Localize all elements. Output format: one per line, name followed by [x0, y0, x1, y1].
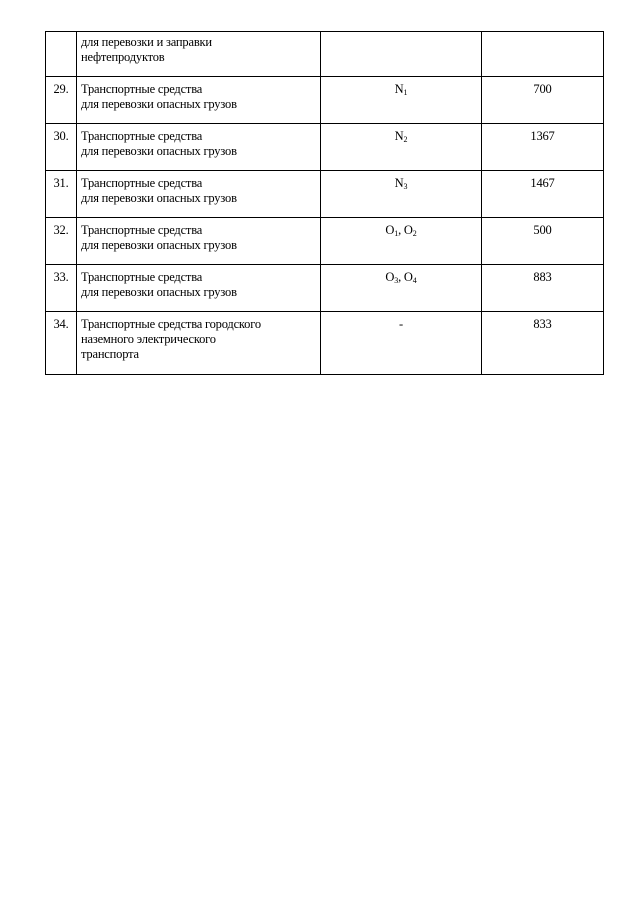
description-line: для перевозки опасных грузов [81, 238, 237, 252]
description-line: нефтепродуктов [81, 50, 165, 64]
description-line: Транспортные средства [81, 223, 203, 237]
category-code [321, 124, 482, 171]
vehicle-description [77, 124, 321, 171]
code-separator: , [398, 223, 404, 237]
code-subscript: 3 [394, 276, 399, 285]
code-letter: O [385, 223, 395, 237]
description-line: для перевозки опасных грузов [81, 97, 237, 111]
table-row [46, 265, 604, 312]
row-value [482, 32, 604, 77]
code-subscript: 1 [394, 229, 399, 238]
table-row [46, 218, 604, 265]
table-row [46, 77, 604, 124]
category-code [321, 265, 482, 312]
description-line: для перевозки опасных грузов [81, 285, 237, 299]
row-value: 700 [482, 77, 604, 124]
description-line: Транспортные средства [81, 270, 203, 284]
code-letter: O [403, 270, 413, 284]
row-value: 883 [482, 265, 604, 312]
category-code [321, 32, 482, 77]
row-value: 1367 [482, 124, 604, 171]
code-letter: N [394, 82, 404, 96]
code-separator: , [398, 270, 404, 284]
row-value: 500 [482, 218, 604, 265]
description-line: Транспортные средства [81, 176, 203, 190]
vehicle-description [77, 218, 321, 265]
row-number: 30. [46, 124, 77, 171]
description-line: для перевозки и заправки [81, 35, 212, 49]
code-subscript: 1 [403, 88, 408, 97]
row-value: 1467 [482, 171, 604, 218]
description-line: для перевозки опасных грузов [81, 144, 237, 158]
code-subscript: 2 [412, 229, 417, 238]
code-subscript: 2 [403, 135, 408, 144]
row-number [46, 32, 77, 77]
category-code [321, 171, 482, 218]
code-letter: O [385, 270, 395, 284]
row-number: 33. [46, 265, 77, 312]
code-letter: O [403, 223, 413, 237]
description-line: Транспортные средства [81, 129, 203, 143]
code-subscript: 4 [412, 276, 417, 285]
vehicle-description [77, 265, 321, 312]
vehicle-description [77, 312, 321, 375]
description-line: транспорта [81, 347, 139, 361]
category-code [321, 77, 482, 124]
code-letter: N [394, 176, 404, 190]
description-line: Транспортные средства городского [81, 317, 261, 331]
vehicle-description [77, 171, 321, 218]
row-number: 32. [46, 218, 77, 265]
row-value: 833 [482, 312, 604, 375]
table-row [46, 171, 604, 218]
row-number: 29. [46, 77, 77, 124]
code-letter: N [394, 129, 404, 143]
row-number: 34. [46, 312, 77, 375]
table-row [46, 32, 604, 77]
description-line: наземного электрического [81, 332, 216, 346]
category-code [321, 218, 482, 265]
description-line: для перевозки опасных грузов [81, 191, 237, 205]
category-code: - [321, 312, 482, 375]
description-line: Транспортные средства [81, 82, 203, 96]
table-row [46, 312, 604, 375]
table-row [46, 124, 604, 171]
vehicle-description [77, 77, 321, 124]
vehicle-category-table [45, 31, 604, 375]
row-number: 31. [46, 171, 77, 218]
vehicle-description [77, 32, 321, 77]
code-subscript: 3 [403, 182, 408, 191]
